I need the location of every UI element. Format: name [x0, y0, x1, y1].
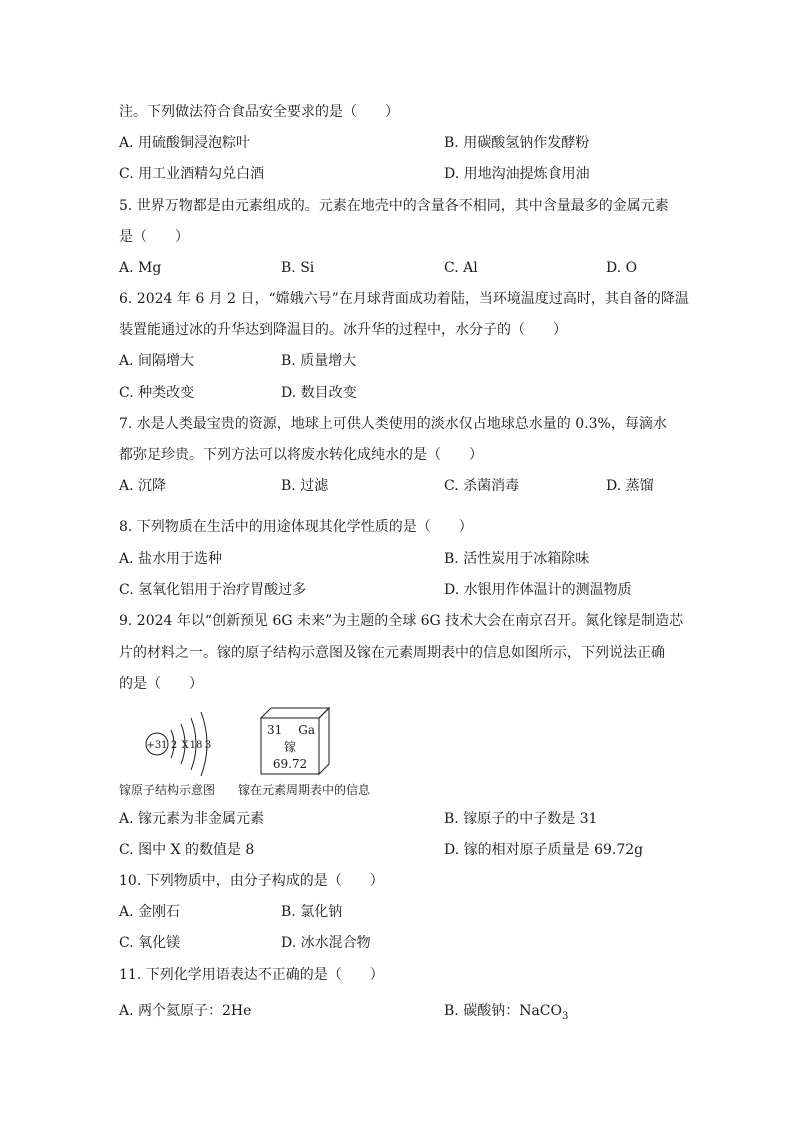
- q11-option-b-formula: NaCO: [519, 1003, 562, 1019]
- q8-option-d[interactable]: D. 水银用作体温计的测温物质: [444, 582, 632, 598]
- q11-option-a[interactable]: A. 两个氦原子：2He: [119, 1003, 252, 1019]
- q5-option-c[interactable]: C. Al: [444, 260, 478, 276]
- q4-option-c[interactable]: C. 用工业酒精勾兑白酒: [119, 166, 265, 182]
- q5-option-b[interactable]: B. Si: [281, 260, 315, 276]
- element-symbol: Ga: [298, 723, 315, 737]
- q6-option-c[interactable]: C. 种类改变: [119, 385, 195, 401]
- q7-stem-line2: 都弥足珍贵。下列方法可以将废水转化成纯水的是（ ）: [119, 447, 483, 463]
- q7-stem-line1: 7. 水是人类最宝贵的资源，地球上可供人类使用的淡水仅占地球总水量的 0.3%，每滴水: [119, 416, 667, 432]
- q10-stem: 10. 下列物质中，由分子构成的是（ ）: [119, 873, 384, 889]
- q9-option-a[interactable]: A. 镓元素为非金属元素: [119, 811, 265, 827]
- q9-stem-line2: 片的材料之一。镓的原子结构示意图及镓在元素周期表中的信息如图所示，下列说法正确: [119, 645, 665, 661]
- q7-option-d[interactable]: D. 蒸馏: [606, 478, 654, 494]
- q8-option-b[interactable]: B. 活性炭用于冰箱除味: [444, 551, 590, 567]
- q9-figure-svg: [119, 700, 419, 780]
- shell-4-electrons: 3: [204, 740, 212, 751]
- q11-option-b-subscript: 3: [562, 1010, 569, 1022]
- q6-stem-line1: 6. 2024 年 6 月 2 日，“嫦娥六号”在月球背面成功着陆，当环境温度过高时，其自备的降温: [119, 291, 689, 307]
- q11-option-b-label: B. 碳酸钠：: [444, 1003, 520, 1019]
- q9-stem-line3: 的是（ ）: [119, 676, 203, 692]
- caption-periodic-cell: 镓在元素周期表中的信息: [238, 783, 371, 797]
- q6-option-a[interactable]: A. 间隔增大: [119, 353, 195, 369]
- q8-option-c[interactable]: C. 氢氧化铝用于治疗胃酸过多: [119, 582, 307, 598]
- cube-side-face: [319, 708, 329, 774]
- caption-atom-structure: 镓原子结构示意图: [119, 783, 216, 797]
- q10-option-d[interactable]: D. 冰水混合物: [281, 935, 371, 951]
- q6-option-d[interactable]: D. 数目改变: [281, 385, 357, 401]
- q5-stem-line2: 是（ ）: [119, 229, 189, 245]
- shell-3-electrons: 18: [189, 740, 203, 751]
- q7-option-a[interactable]: A. 沉降: [119, 478, 167, 494]
- q9-option-d[interactable]: D. 镓的相对原子质量是 69.72g: [444, 842, 644, 858]
- atomic-number: 31: [267, 723, 283, 737]
- q8-option-a[interactable]: A. 盐水用于选种: [119, 551, 223, 567]
- q10-option-b[interactable]: B. 氯化钠: [281, 904, 343, 920]
- shell-2-electrons: X: [181, 740, 189, 751]
- q5-stem-line1: 5. 世界万物都是由元素组成的。元素在地壳中的含量各不相同，其中含量最多的金属元素: [119, 198, 669, 214]
- atom-structure-diagram: [146, 712, 211, 776]
- q7-option-b[interactable]: B. 过滤: [281, 478, 329, 494]
- q7-option-c[interactable]: C. 杀菌消毒: [444, 478, 520, 494]
- q5-option-a[interactable]: A. Mg: [119, 260, 162, 276]
- q6-stem-line2: 装置能通过冰的升华达到降温目的。冰升华的过程中，水分子的（ ）: [119, 322, 567, 338]
- element-name: 镓: [283, 740, 297, 754]
- periodic-table-cell: [261, 708, 329, 774]
- q5-option-d[interactable]: D. O: [606, 260, 638, 276]
- q4-stem: 注。下列做法符合食品安全要求的是（ ）: [119, 104, 399, 120]
- q4-option-a[interactable]: A. 用硫酸铜浸泡粽叶: [119, 135, 251, 151]
- q6-option-b[interactable]: B. 质量增大: [281, 353, 357, 369]
- atomic-mass: 69.72: [272, 757, 308, 771]
- q8-stem: 8. 下列物质在生活中的用途体现其化学性质的是（ ）: [119, 519, 473, 535]
- q10-option-a[interactable]: A. 金刚石: [119, 904, 181, 920]
- q11-option-b[interactable]: [444, 1001, 568, 1027]
- nucleus-charge: +31: [146, 740, 168, 751]
- q10-option-c[interactable]: C. 氧化镁: [119, 935, 181, 951]
- q9-stem-line1: 9. 2024 年以“创新预见 6G 未来”为主题的全球 6G 技术大会在南京召开。氮化镓是制造芯: [119, 613, 684, 629]
- shell-1-electrons: 2: [170, 740, 178, 751]
- cube-top-face: [261, 708, 329, 718]
- q9-option-b[interactable]: B. 镓原子的中子数是 31: [444, 811, 598, 827]
- q11-stem: 11. 下列化学用语表达不正确的是（ ）: [119, 967, 384, 983]
- q4-option-d[interactable]: D. 用地沟油提炼食用油: [444, 166, 590, 182]
- q4-option-b[interactable]: B. 用碳酸氢钠作发酵粉: [444, 135, 590, 151]
- q9-option-c[interactable]: C. 图中 X 的数值是 8: [119, 842, 255, 858]
